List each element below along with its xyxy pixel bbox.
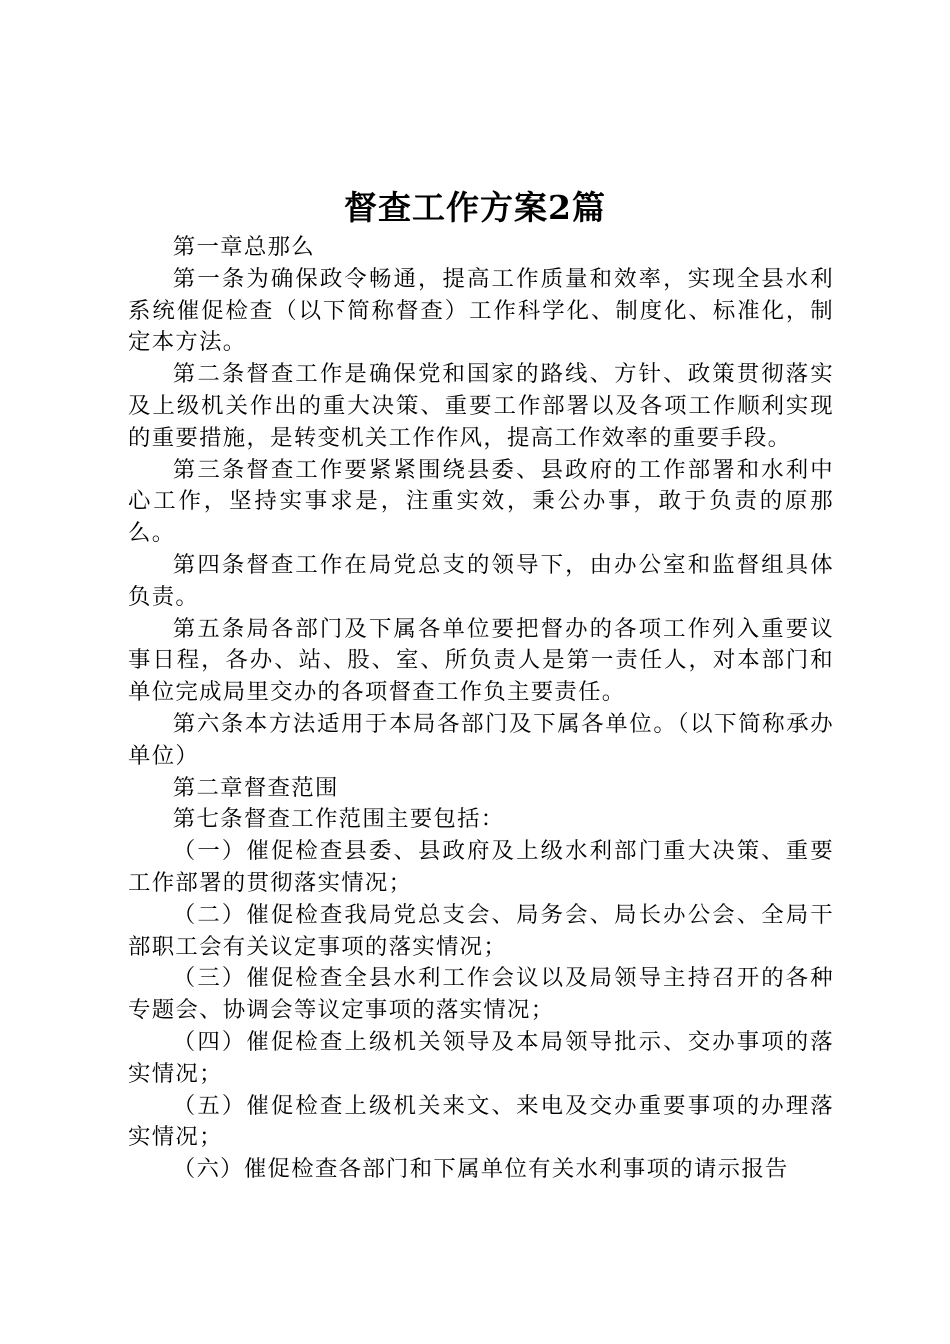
paragraph: 第二条督查工作是确保党和国家的路线、方针、政策贯彻落实及上级机关作出的重大决策、重要工作部署以及各项工作顺利实现的重要措施，是转变机关工作作风，提高工作效率的重要手段。 xyxy=(128,361,834,451)
paragraph: （三）催促检查全县水利工作会议以及局领导主持召开的各种专题会、协调会等议定事项的落实情况； xyxy=(128,965,834,1024)
paragraph: 第二章督查范围 xyxy=(172,774,339,801)
paragraph: （五）催促检查上级机关来文、来电及交办重要事项的办理落实情况； xyxy=(128,1092,834,1151)
paragraph: 第六条本方法适用于本局各部门及下属各单位。（以下简称承办单位） xyxy=(128,710,834,769)
paragraph: 第四条督查工作在局党总支的领导下，由办公室和监督组具体负责。 xyxy=(128,551,834,610)
paragraph: 第一章总那么 xyxy=(172,234,315,260)
paragraph: （四）催促检查上级机关领导及本局领导批示、交办事项的落实情况； xyxy=(128,1028,834,1087)
paragraph: （二）催促检查我局党总支会、局务会、局长办公会、全局干部职工会有关议定事项的落实情况； xyxy=(128,901,834,960)
paragraph: 第三条督查工作要紧紧围绕县委、县政府的工作部署和水利中心工作，坚持实事求是，注重实效，秉公办事，敢于负责的原那么。 xyxy=(128,456,834,547)
document-body xyxy=(128,232,834,1186)
paragraph: 第一条为确保政令畅通，提高工作质量和效率，实现全县水利系统催促检查（以下简称督查）工作科学化、制度化、标准化，制定本方法。 xyxy=(128,265,834,356)
paragraph: 第五条局各部门及下属各单位要把督办的各项工作列入重要议事日程，各办、站、股、室、所负责人是第一责任人，对本部门和单位完成局里交办的各项督查工作负主要责任。 xyxy=(128,615,834,706)
paragraph: （一）催促检查县委、县政府及上级水利部门重大决策、重要工作部署的贯彻落实情况； xyxy=(128,838,834,896)
document-title: 督查工作方案2篇 xyxy=(344,188,606,227)
paragraph: （六）催促检查各部门和下属单位有关水利事项的请示报告 xyxy=(172,1156,789,1183)
paragraph: 第七条督查工作范围主要包括： xyxy=(172,806,505,833)
